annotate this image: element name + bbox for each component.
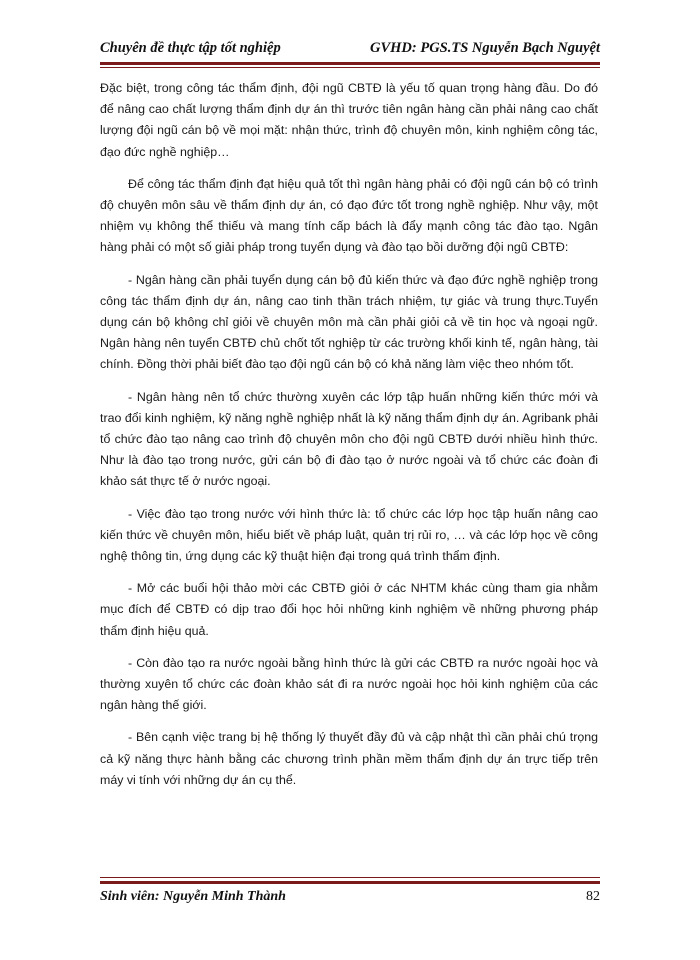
header-advisor: GVHD: PGS.TS Nguyễn Bạch Nguyệt xyxy=(370,40,600,56)
paragraph-1: Đặc biệt, trong công tác thẩm định, đội ngũ CBTĐ là yếu tố quan trọng hàng đầu. Do đó để nâng cao chất lượng thẩm định dự án thì trước tiên ngân hàng cần phải nâng cao chất lượng đội ngũ cán bộ về mọi mặt: nhận thức, trình độ chuyên môn, kinh nghiệm công tác, đạo đức nghề nghiệp… xyxy=(100,81,598,159)
page-number: 82 xyxy=(586,889,600,904)
header-rule-thin xyxy=(100,67,600,68)
paragraph-7: - Còn đào tạo ra nước ngoài bằng hình thức là gửi các CBTĐ ra nước ngoài học và thường xuyên tổ chức các đoàn khảo sát đi ra nước ngoài học hỏi kinh nghiệm của các ngân hàng thế giới. xyxy=(100,655,598,713)
paragraph-5: - Việc đào tạo trong nước với hình thức là: tổ chức các lớp học tập huấn nâng cao kiến thức về chuyên môn, hiểu biết về pháp luật, quản trị rủi ro, … và các lớp học về công nghệ thông tin, ứng dụng các kỹ thuật hiện đại trong quá trình thẩm định. xyxy=(100,506,598,564)
footer-student: Sinh viên: Nguyễn Minh Thành xyxy=(100,889,286,904)
page-footer xyxy=(100,889,600,909)
paragraph-4: - Ngân hàng nên tổ chức thường xuyên các lớp tập huấn những kiến thức mới và trao đổi kinh nghiệm, kỹ năng nghề nghiệp nhất là kỹ năng thẩm định dự án. Agribank phải tổ chức đào tạo nâng cao trình độ chuyên môn cho đội ngũ CBTĐ dưới nhiều hình thức. Như là đào tạo trong nước, gửi cán bộ đi đào tạo ở nước ngoài và tổ chức các đoàn đi khảo sát thực tế ở nước ngoại. xyxy=(100,389,598,489)
paragraph-8: - Bên cạnh việc trang bị hệ thống lý thuyết đầy đủ và cập nhật thì cần phải chú trọng cả kỹ năng thực hành bằng các chương trình phần mềm thẩm định dự án trực tiếp trên máy vi tính với những dự án cụ thể. xyxy=(100,730,598,787)
page-body xyxy=(100,78,598,802)
header-rule-thick xyxy=(100,62,600,65)
paragraph-3: - Ngân hàng cần phải tuyển dụng cán bộ đủ kiến thức và đạo đức nghề nghiệp trong công tác thẩm định dự án, nâng cao tinh thần trách nhiệm, tự giác và trung thực.Tuyển dụng cán bộ không chỉ giỏi về chuyên môn mà cần phải giỏi cả về tin học và ngoại ngữ. Ngân hàng nên tuyển CBTĐ chủ chốt tốt nghiệp từ các trường khối kinh tế, ngân hàng, tài chính. Đồng thời phải biết đào tạo đội ngũ cán bộ có khả năng làm việc theo nhóm tốt. xyxy=(100,272,598,372)
footer-rule-thin xyxy=(100,877,600,878)
paragraph-6: - Mở các buổi hội thảo mời các CBTĐ giỏi ở các NHTM khác cùng tham gia nhằm mục đích để CBTĐ có dịp trao đổi học hỏi những kinh nghiệm về những phương pháp thẩm định hiệu quả. xyxy=(100,581,598,638)
header-title: Chuyên đề thực tập tốt nghiệp xyxy=(100,40,281,56)
page-header xyxy=(100,40,600,64)
paragraph-2: Để công tác thẩm định đạt hiệu quả tốt thì ngân hàng phải có đội ngũ cán bộ có trình độ chuyên môn sâu về thẩm định dự án, có đạo đức tốt trong nghề nghiệp. Như vậy, một nhiệm vụ không thể thiếu và mang tính cấp bách là đẩy mạnh công tác đào tạo. Ngân hàng phải có một số giải pháp trong tuyển dụng và đào tạo bồi dưỡng đội ngũ CBTĐ: xyxy=(100,176,598,255)
footer-rule-thick xyxy=(100,881,600,884)
